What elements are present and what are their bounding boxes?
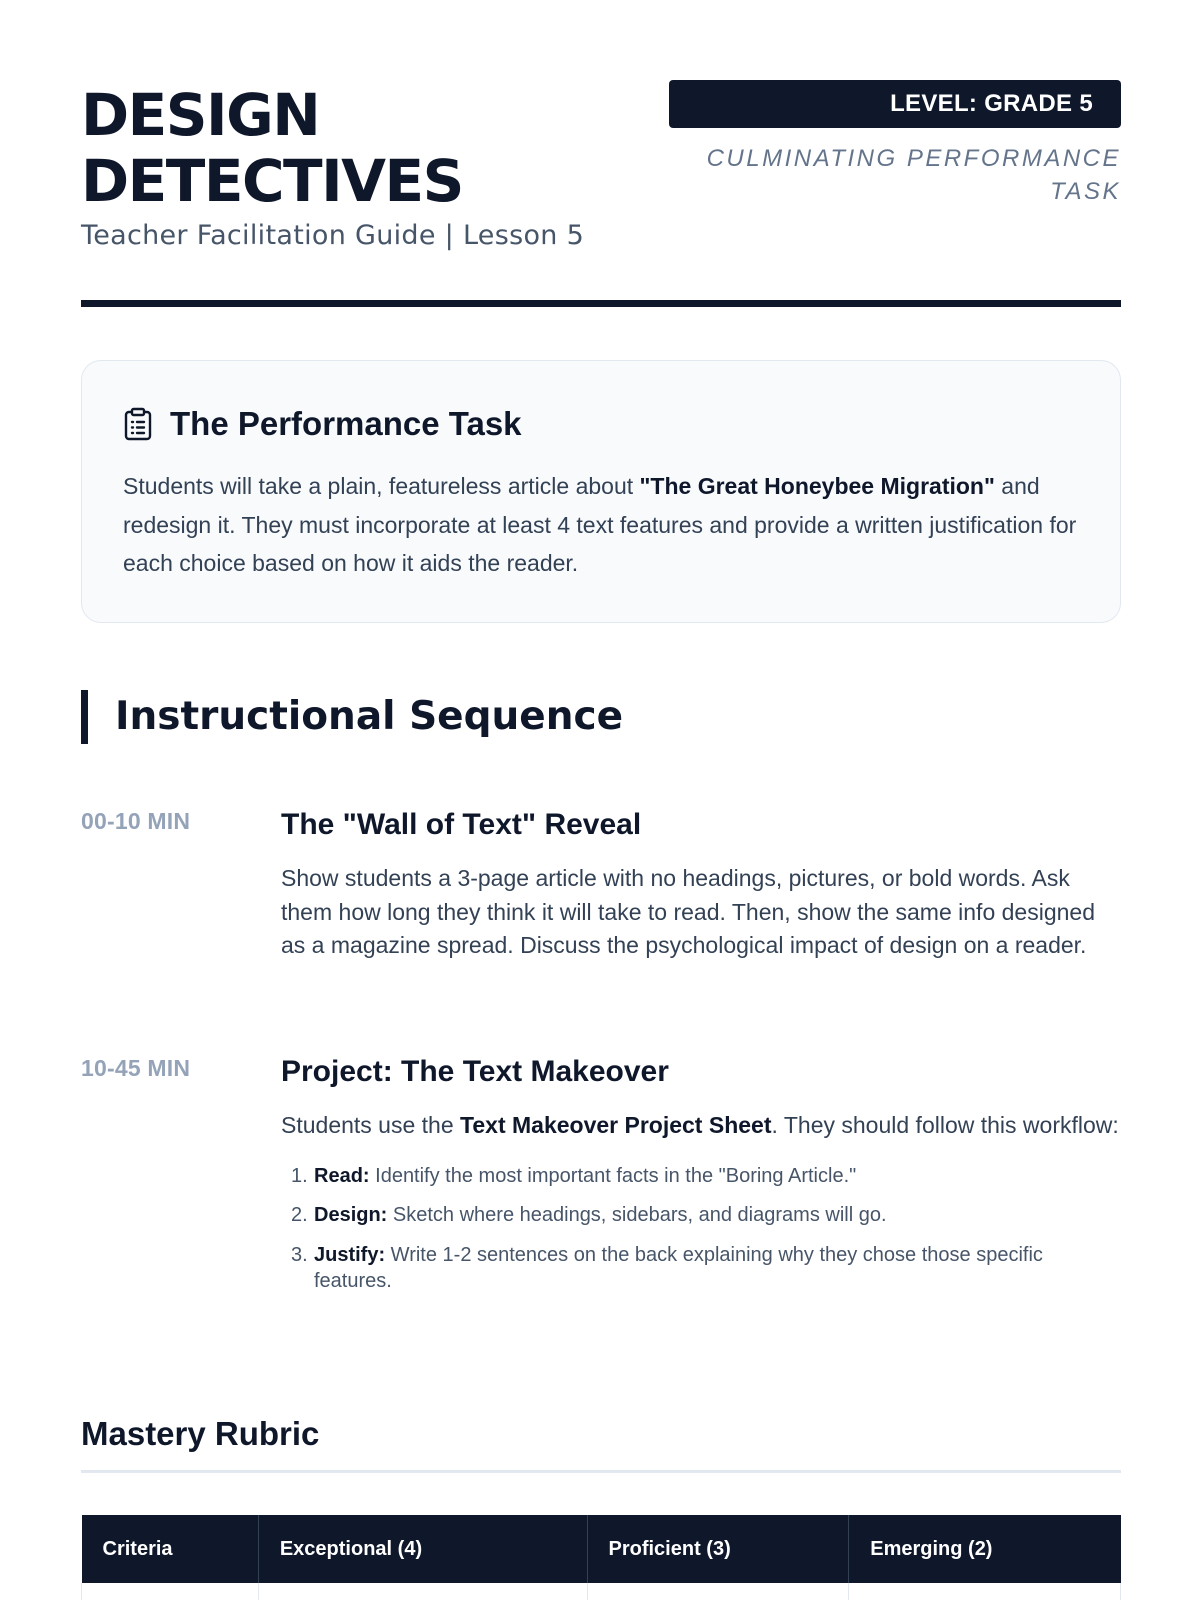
- workflow-item-text: Write 1-2 sentences on the back explaining why they chose those specific features.: [314, 1243, 1043, 1292]
- rubric-header-row: [82, 1515, 1121, 1583]
- workflow-item: [291, 1202, 1121, 1229]
- level-badge: LEVEL: GRADE 5: [669, 80, 1121, 128]
- workflow-list: [281, 1163, 1121, 1295]
- step-content: [281, 1055, 1121, 1308]
- rubric-heading: Mastery Rubric: [81, 1415, 320, 1452]
- performance-task-card: [81, 360, 1121, 623]
- workflow-item: [291, 1242, 1121, 1295]
- page: [81, 0, 1121, 1560]
- table-row: [82, 1583, 1121, 1600]
- table-cell: [258, 1583, 587, 1600]
- step-description: Show students a 3-page article with no headings, pictures, or bold words. Ask them how long they think it will take to read. Then, show the same info designed as a magazine spread. Discuss the psychological impact of design on a reader.: [281, 865, 1095, 958]
- task-desc-text: Students will take a plain, featureless article about: [123, 473, 640, 499]
- header-divider: [81, 300, 1121, 307]
- document-header: [81, 0, 1121, 307]
- table-cell: [849, 1583, 1121, 1600]
- sequence-heading: Instructional Sequence: [81, 690, 623, 744]
- task-card-description: [123, 467, 1083, 583]
- rubric-divider: [81, 1470, 1121, 1473]
- workflow-item-number: 2.: [291, 1204, 308, 1226]
- document-subtitle: Teacher Facilitation Guide | Lesson 5: [81, 220, 585, 251]
- workflow-item: [291, 1163, 1121, 1190]
- step-content: [281, 808, 1121, 963]
- workflow-item-number: 3.: [291, 1243, 308, 1266]
- table-cell: [82, 1583, 259, 1600]
- table-cell: [587, 1583, 849, 1600]
- rubric-table: [81, 1515, 1121, 1600]
- document-title: DESIGN DETECTIVES: [81, 81, 463, 215]
- step-title: The "Wall of Text" Reveal: [281, 808, 642, 841]
- workflow-item-text: Sketch where headings, sidebars, and diagrams will go.: [387, 1204, 887, 1226]
- rubric-column-emerging: Emerging (2): [849, 1515, 1121, 1583]
- task-desc-text: and redesign it. They must incorporate at least 4 text features and provide a written justification for each choice based on how it aids the reader.: [123, 473, 1077, 576]
- task-card-header: [122, 405, 522, 443]
- step-time: 10-45 MIN: [81, 1055, 191, 1081]
- project-sheet-name: Text Makeover Project Sheet: [460, 1112, 772, 1138]
- rubric-column-exceptional: Exceptional (4): [258, 1515, 587, 1583]
- workflow-item-text: Identify the most important facts in the "Boring Article.": [369, 1164, 857, 1187]
- workflow-item-number: 1.: [291, 1164, 308, 1187]
- step-time: 00-10 MIN: [81, 808, 191, 834]
- task-article-title: "The Great Honeybee Migration": [639, 473, 995, 499]
- step-desc-text: . They should follow this workflow:: [771, 1112, 1119, 1138]
- step-desc-text: Students use the: [281, 1112, 461, 1138]
- workflow-item-label: Design:: [314, 1204, 388, 1226]
- task-type-label: CULMINATING PERFORMANCE TASK: [706, 145, 1121, 205]
- step-description: [281, 1109, 1121, 1143]
- clipboard-icon: [122, 407, 154, 441]
- step-title: Project: The Text Makeover: [281, 1055, 669, 1088]
- workflow-item-label: Justify:: [314, 1243, 386, 1266]
- workflow-item-label: Read:: [314, 1164, 370, 1187]
- rubric-column-proficient: Proficient (3): [587, 1515, 849, 1583]
- rubric-column-criteria: Criteria: [82, 1515, 259, 1583]
- task-card-title: The Performance Task: [170, 405, 522, 442]
